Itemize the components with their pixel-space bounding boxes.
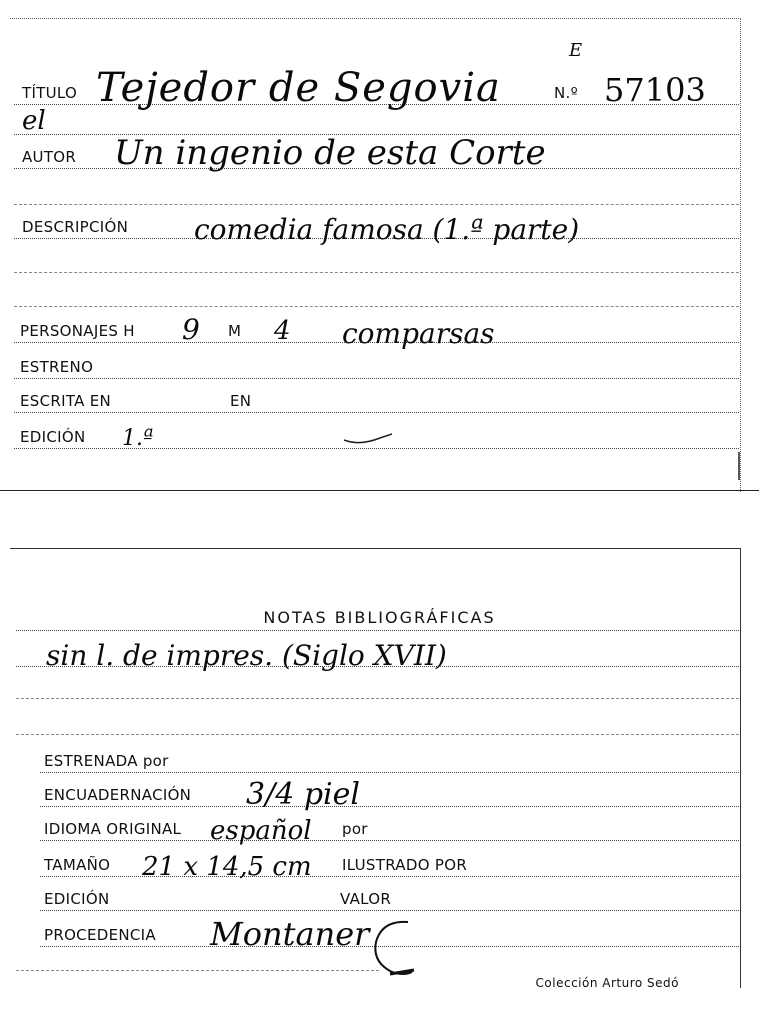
escrita-label: ESCRITA EN [20, 392, 112, 410]
notas-value-row [16, 639, 739, 672]
estrenada-label: ESTRENADA por [44, 752, 169, 770]
personajes-extra: comparsas [342, 317, 495, 350]
notas-row [16, 630, 739, 631]
tamano-row [40, 852, 739, 882]
tamano-value: 21 x 14,5 cm [142, 852, 312, 882]
notas-title: NOTAS BIBLIOGRÁFICAS [263, 608, 496, 627]
autor-value: Un ingenio de esta Corte [114, 133, 546, 173]
encuadernacion-row [40, 777, 739, 812]
numero-label: N.º [554, 84, 578, 102]
library-stamp [368, 916, 432, 980]
valor-label: VALOR [340, 890, 392, 908]
edicion-label: EDICIÓN [20, 428, 86, 446]
descripcion-value: comedia famosa (1.ª parte) [194, 213, 580, 246]
tamano-label: TAMAÑO [44, 856, 111, 874]
card-right-edge [740, 18, 741, 492]
procedencia-value: Montaner [210, 915, 370, 953]
titulo-article: el [22, 106, 46, 136]
catalog-card-front [0, 0, 759, 500]
edicion-valor-row [40, 890, 739, 911]
autor-row [14, 133, 739, 173]
numero-value: 57103 [604, 71, 706, 109]
estreno-row [14, 358, 739, 379]
procedencia-label: PROCEDENCIA [44, 926, 156, 944]
notas-value: sin l. de impres. (Siglo XVII) [46, 639, 447, 672]
blank-row [16, 698, 739, 699]
estreno-label: ESTRENO [20, 358, 94, 376]
estrenada-row [40, 752, 739, 773]
personajes-label: PERSONAJES H [20, 322, 135, 340]
edicion-label-back: EDICIÓN [44, 890, 110, 908]
blank-row [14, 306, 739, 307]
escrita-en-label: EN [230, 392, 252, 410]
edicion-value: 1.ª [122, 426, 154, 451]
blank-row [14, 272, 739, 273]
collection-credit: Colección Arturo Sedó [535, 976, 679, 990]
titulo-value: Tejedor de Segovia [96, 65, 501, 111]
personajes-m-value: 4 [274, 316, 291, 346]
escrita-row [14, 392, 739, 413]
blank-row [16, 970, 379, 971]
idioma-value: español [210, 816, 312, 846]
blank-row [14, 204, 739, 205]
descripcion-row [14, 213, 739, 246]
idioma-label: IDIOMA ORIGINAL [44, 820, 182, 838]
personajes-m-label: M [228, 322, 242, 340]
tamano-ilustrado-label: ILUSTRADO POR [342, 856, 468, 874]
idioma-por-label: por [342, 820, 368, 838]
card-top-edge [10, 18, 741, 19]
personajes-h-value: 9 [182, 313, 200, 346]
ink-mark [340, 428, 400, 448]
autor-label: AUTOR [22, 148, 77, 166]
descripcion-label: DESCRIPCIÓN [22, 218, 129, 236]
catalog-card-back [0, 540, 759, 1028]
ink-mark [736, 452, 742, 482]
titulo-row [14, 40, 739, 111]
encuadernacion-value: 3/4 piel [246, 777, 360, 812]
titulo-label: TÍTULO [22, 84, 78, 102]
blank-row [16, 734, 739, 735]
idioma-row [40, 816, 739, 846]
encuadernacion-label: ENCUADERNACIÓN [44, 786, 192, 804]
card-cut-line [0, 490, 759, 491]
numero-prefix: E [569, 40, 583, 61]
edicion-row [14, 426, 739, 451]
personajes-row [14, 313, 739, 350]
card-top-edge [10, 548, 741, 549]
